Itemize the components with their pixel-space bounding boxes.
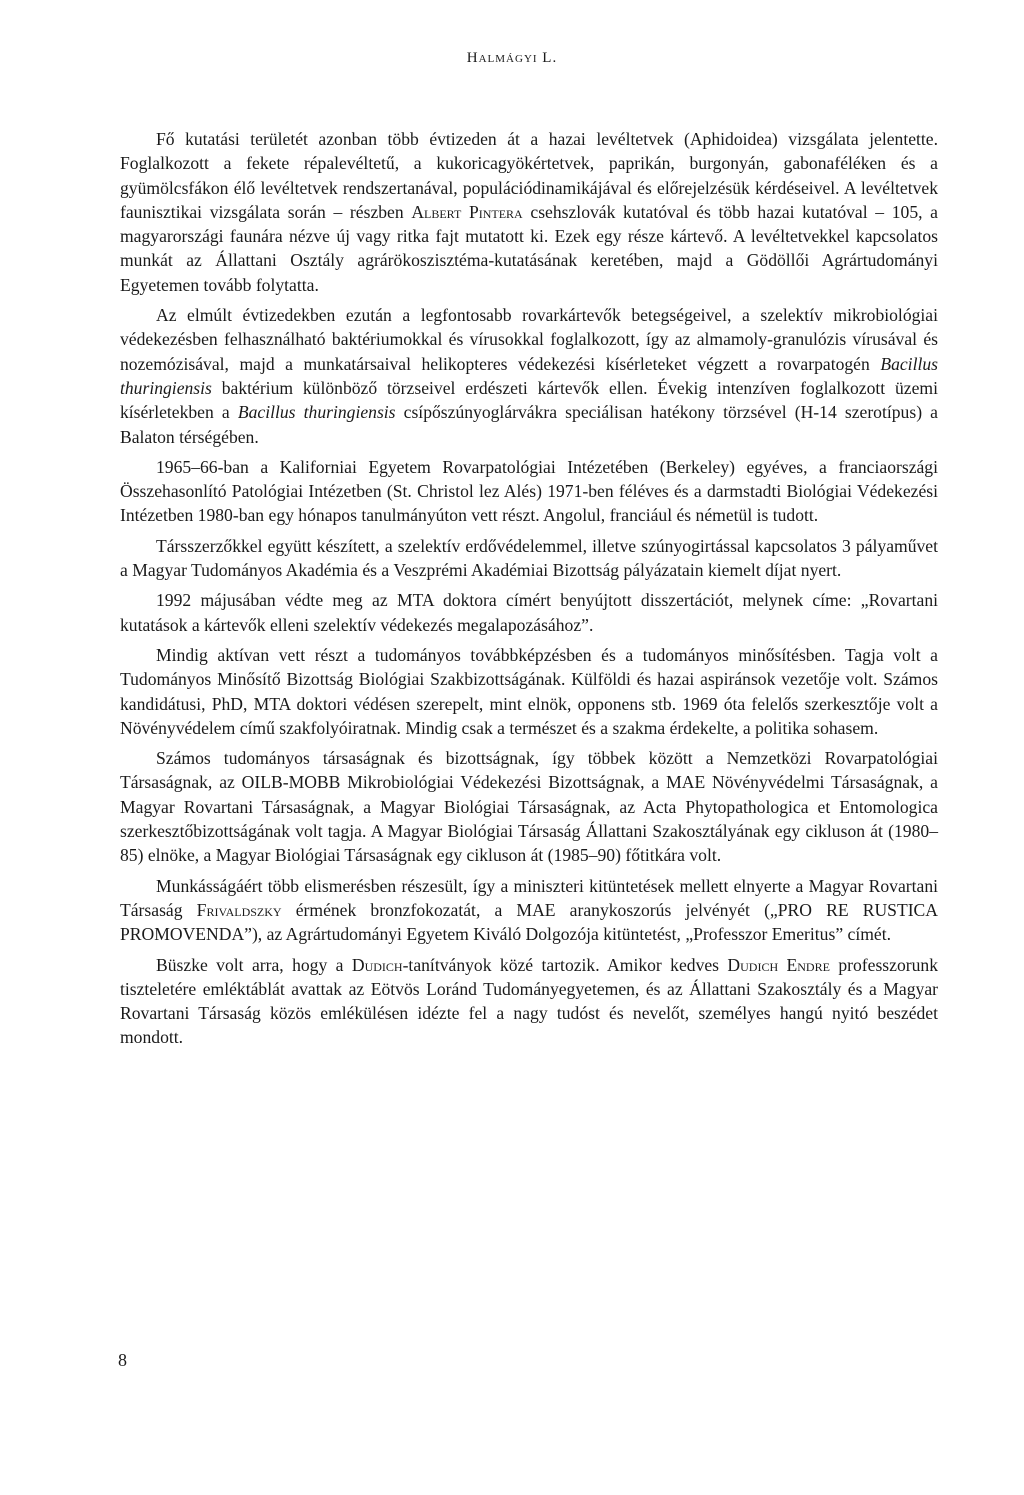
article-body bbox=[120, 127, 938, 1056]
paragraph-aphid-research bbox=[120, 127, 938, 297]
person-name: Dudich bbox=[351, 954, 403, 975]
paragraph-societies: Számos tudományos társaságnak és bizottságnak, így többek között a Nemzetközi Rovarpatológiai Társaságnak, az OILB-MOBB Mikrobiológiai Védekezési Bizottságnak, a MAE Növényvédelmi Társaságnak, a Magyar Rovartani Társaságnak, a Magyar Biológiai Társaságnak, az Acta Phytopathologica et Entomologica szerkesztőbizottságának volt tagja. A Magyar Biológiai Társaság Állattani Szakosztályának egy cikluson át (1980–85) elnöke, a Magyar Biológiai Társaságnak egy cikluson át (1985–90) főtitkára volt. bbox=[120, 748, 938, 866]
text-span: érmének bronzfokozatát, a MAE aranykoszorús jelvényét („PRO RE RUSTICA PROMOVENDA”), az Agrártudományi Egyetem Kiváló Dolgozója kitüntetést, „Professzor Emeritus” címét. bbox=[120, 899, 938, 945]
species-name: Bacillus thuringiensis bbox=[237, 402, 396, 423]
paragraph-education: Mindig aktívan vett részt a tudományos továbbképzésben és a tudományos minősítésben. Tagja volt a Tudományos Minősítő Bizottság Biológiai Szakbizottságának. Külföldi és hazai aspiránsok vezetője volt. Számos kandidátusi, PhD, MTA doktori védésen szerepelt, mint elnök, opponens stb. 1969 óta felelős szerkesztője volt a Növényvédelem című szakfolyóiratnak. Mindig csak a természet és a szakma érdekelte, a politika sohasem. bbox=[120, 644, 938, 738]
paragraph-study-trips: 1965–66-ban a Kaliforniai Egyetem Rovarpatológiai Intézetében (Berkeley) egyéves, a franciaországi Összehasonlító Patológiai Intézetben (St. Christol lez Alés) 1971-ben féléves és a darmstadti Biológiai Védekezési Intézetben 1980-ban egy hónapos tanulmányúton vett részt. Angolul, franciául és németül is tudott. bbox=[120, 456, 938, 526]
text-span: Munkásságáért több elismerésben részesült, így a miniszteri kitüntetések mellett elnyerte a Magyar Rovartani Társaság bbox=[120, 875, 938, 920]
paragraph-microbiology bbox=[120, 303, 938, 449]
person-name: Frivaldszky bbox=[196, 899, 282, 920]
paragraph-awards-competitions: Társszerzőkkel együtt készített, a szelektív erdővédelemmel, illetve szúnyogirtással kapcsolatos 3 pályaművet a Magyar Tudományos Akadémia és a Veszprémi Akadémiai Bizottság pályázatain kiemelt díjat nyert. bbox=[120, 535, 938, 581]
text-span: Fő kutatási területét azonban több évtizeden át a hazai levéltetvek (Aphidoidea) vizsgálata jelentette. Foglalkozott a fekete répalevéltetű, a kukoricagyökértetvek, paprikán, burgonyán, gabonaféléken és a gyümölcsfákon élő levéltetvek rendszertanával, populációdinamikájával és előrejelzésük kérdéseivel. A levéltetvek faunisztikai vizsgálata során – részben bbox=[120, 129, 938, 222]
text-span: -tanítványok közé tartozik. Amikor kedves bbox=[402, 954, 728, 975]
running-header: Halmágyi L. bbox=[466, 50, 558, 66]
text-span: Az elmúlt évtizedekben ezután a legfontosabb rovarkártevők betegségeivel, a szelektív mikrobiológiai védekezésben felhasználható baktériumokkal és vírusokkal foglalkozott, így az almamoly-granulózis vírusával és nozemózisával, majd a munkatársaival helikopteres védekezési kísérleteket végzett a rovarpatogén bbox=[120, 305, 938, 374]
paragraph-honors bbox=[120, 874, 938, 947]
person-name: Albert Pintera bbox=[411, 201, 523, 222]
species-name: Bacillus thuringiensis bbox=[120, 353, 938, 398]
person-name: Dudich Endre bbox=[727, 954, 830, 975]
text-span: csehszlovák kutatóval és több hazai kutatóval – 105, a magyarországi faunára nézve új vagy ritka fajt mutatott ki. Ezek egy része kártevő. A levéltetvekkel kapcsolatos munkát az Állattani Osztály agrárökoszisztéma-kutatásának keretében, majd a Gödöllői Agrártudományi Egyetemen tovább folytatta. bbox=[120, 201, 938, 295]
text-span: Büszke volt arra, hogy a bbox=[156, 954, 352, 975]
paragraph-dissertation: 1992 májusában védte meg az MTA doktora címért benyújtott disszertációt, melynek címe: „Rovartani kutatások a kártevők elleni szelektív védekezés megalapozásához”. bbox=[120, 590, 938, 635]
text-span: baktérium különböző törzseivel erdészeti kártevők ellen. Évekig intenzíven foglalkozott üzemi kísérletekben a bbox=[120, 377, 938, 423]
page-number: 8 bbox=[118, 1350, 127, 1370]
paragraph-dudich bbox=[120, 953, 938, 1050]
text-span: professzorunk tiszteletére emléktáblát avattak az Eötvös Loránd Tudományegyetemen, és az Állattani Szakosztály és a Magyar Rovartani Társaság közös emlékülésen idézte fel a nagy tudóst és nevelőt, személyes hangú nyitó beszédet mondott. bbox=[120, 954, 938, 1048]
text-span: csípőszúnyoglárvákra speciálisan hatékony törzsével (H-14 szerotípus) a Balaton térségében. bbox=[120, 402, 938, 447]
